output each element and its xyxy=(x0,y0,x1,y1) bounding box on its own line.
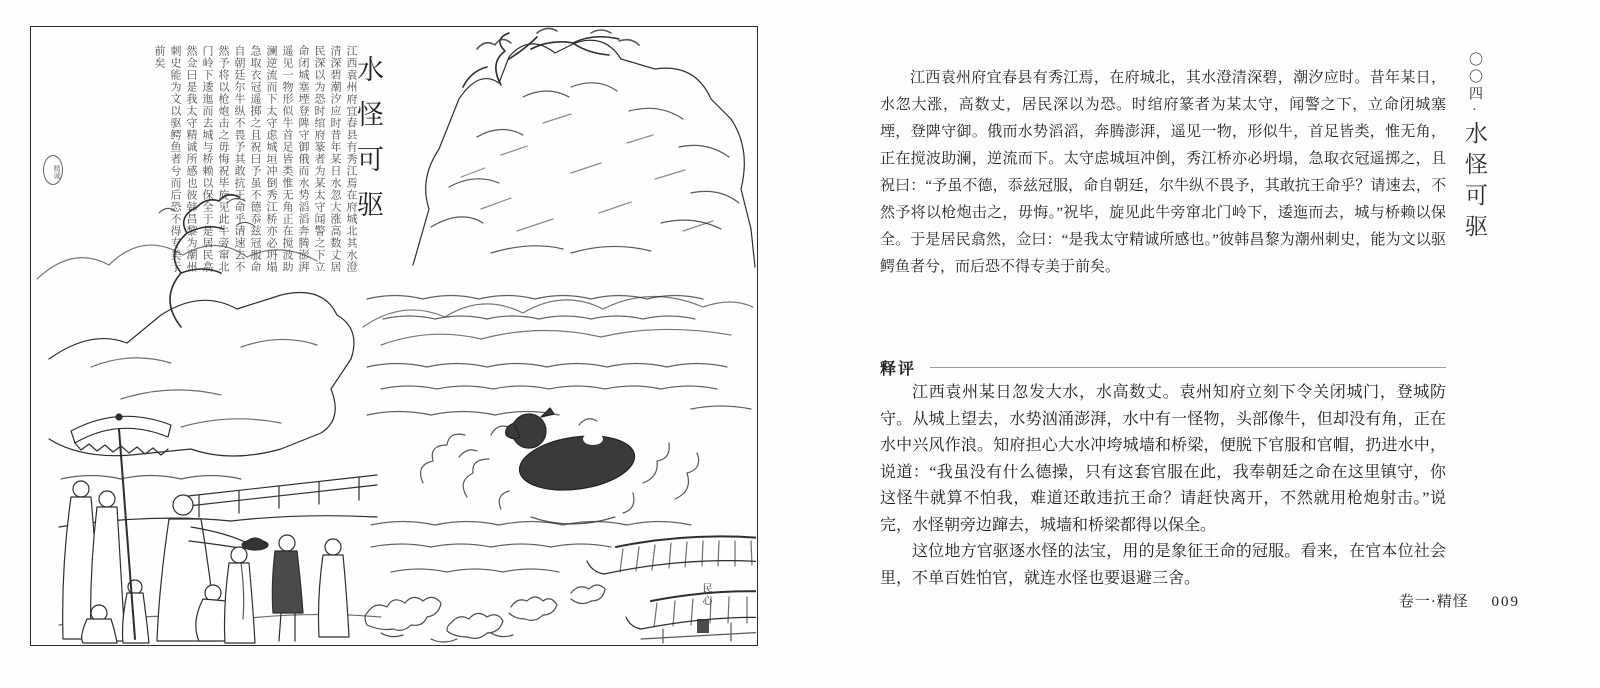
page-footer xyxy=(880,590,1520,611)
temple-roofs xyxy=(587,536,756,643)
page-number: 009 xyxy=(1491,594,1520,610)
crowd-figures xyxy=(63,481,149,643)
calligraphy-text: 江西袁州府宜春县有秀江焉在府城北其水澄清深碧潮汐应时昔年某日水忽大涨高数丈居民深以为恐时绾府篆者为某太守闻警之下立命闭城塞堙登陴守御俄而水势滔滔奔腾澎湃遥见一物形似牛首足皆类惟无角正在搅波助澜逆流而下太守虑城垣冲倒秀江桥亦必坍塌急取衣冠遥掷之且祝曰予虽不德忝兹冠服命自朝廷尔牛纵不畏予其敢抗王命乎请速去不然予将以枪炮击之毋悔祝毕旋见此牛旁窜北门岭下逶迤而去城与桥赖以保全于是居民翕然佥曰是我太守精诚所感也彼韩昌黎为潮州刺史能为文以驱鳄鱼者兮而后恐不得专美于前矣 xyxy=(153,45,357,273)
commentary-header-rule xyxy=(930,367,1446,368)
commentary-header-label: 释评 xyxy=(880,361,917,378)
story-number: 〇〇四 xyxy=(1467,52,1482,103)
commentary-header xyxy=(880,356,1446,379)
artist-signature: 民心 xyxy=(700,583,711,607)
plate-title: 水怪可驱 xyxy=(353,55,383,235)
commentary-paragraph: 江西袁州某日忽发大水，水高数丈。袁州知府立刻下令关闭城门，登城防守。从城上望去，水势汹涌澎湃，水中有一怪物，头部像牛，但却没有角，正在水中兴风作浪。知府担心大水冲垮城墙和桥梁，便脱下官服和官帽，扔进水中，说道：“我虽没有什么德操，只有这套官服在此，我奉朝廷之命在这里镇守，你这怪牛就算不怕我，难道还敢违抗王命？请赶快离开，不然就用枪炮射击。”说完，水怪朝旁边蹿去，城墙和桥梁都得以保全。 xyxy=(880,384,1446,534)
onlookers-right xyxy=(225,535,350,643)
left-page-illustration-plate xyxy=(30,26,758,646)
calligraphy-seal-icon: 精诚 xyxy=(43,155,63,185)
artist-seal-icon xyxy=(697,619,709,633)
commentary-paragraph: 这位地方官驱逐水怪的法宝，用的是象征王命的冠服。看来，在官本位社会里，不单百姓怕官，就连水怪也要退避三舍。 xyxy=(880,543,1446,587)
story-text: 江西袁州府宜春县有秀江焉，在府城北，其水澄清深碧，潮汐应时。昔年某日，水忽大涨，高数丈，居民深以为恐。时绾府篆者为某太守，闻警之下，立命闭城塞堙，登陴守御。俄而水势滔滔，奔腾澎湃，遥见一物，形似牛，首足皆类，惟无角，正在搅波助澜，逆流而下。太守虑城垣冲倒，秀江桥亦必坍塌，急取衣冠遥掷之，且祝曰：“予虽不德，忝兹冠服，命自朝廷，尔牛纵不畏予，其敢抗王命乎？请速去，不然予将以枪炮击之，毋悔。”祝毕，旋见此牛旁窜北门岭下，逶迤而去，城与桥赖以保全。于是居民翕然，佥曰：“是我太守精诚所感也。”彼韩昌黎为潮州刺史，能为文以驱鳄鱼者兮，而后恐不得专美于前矣。 xyxy=(880,70,1446,275)
commentary-section xyxy=(880,380,1446,592)
mountain-cliff xyxy=(413,40,755,267)
shrubs xyxy=(365,585,605,642)
margin-label xyxy=(1458,52,1491,312)
volume-label: 卷一·精怪 xyxy=(1398,594,1469,610)
margin-separator: · xyxy=(1467,103,1482,121)
margin-title: 水怪可驱 xyxy=(1462,121,1487,245)
water-buffalo-creature xyxy=(506,408,638,497)
